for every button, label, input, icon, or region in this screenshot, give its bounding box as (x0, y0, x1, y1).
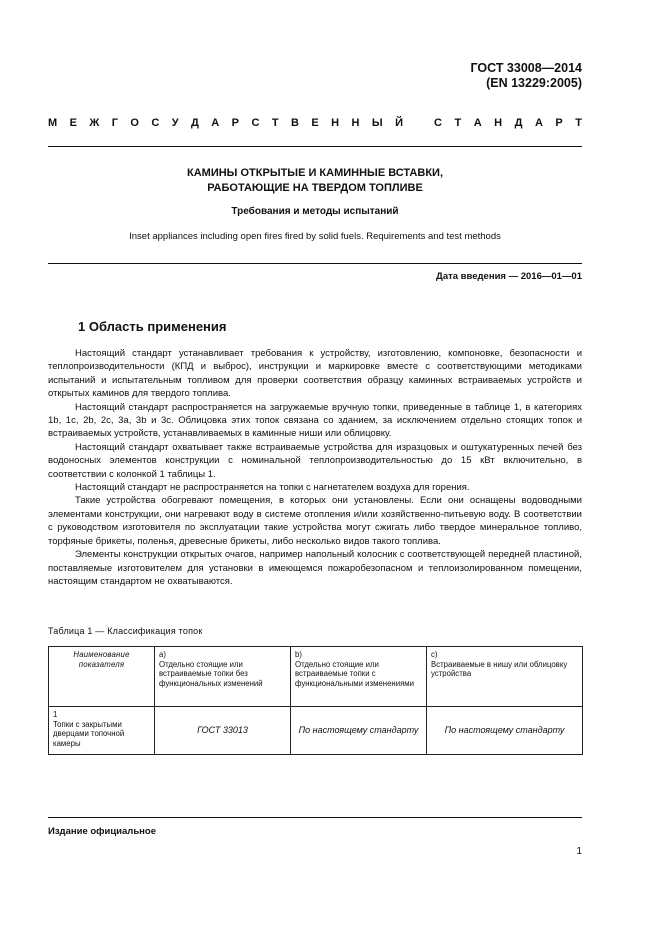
banner-letter: Й (395, 117, 403, 129)
banner-letter: Т (454, 117, 462, 129)
banner-letter: С (434, 117, 442, 129)
english-title: Inset appliances including open fires fired by solid fuels. Requirements and test methods (129, 231, 501, 242)
header-col-b (291, 647, 427, 707)
banner-letter: А (534, 117, 543, 129)
bottom-divider (48, 817, 582, 818)
banner-letter: А (211, 117, 220, 129)
header-col-b-key: b) (295, 650, 302, 659)
row-col-b: По настоящему стандарту (291, 707, 427, 755)
banner-letter: Е (69, 117, 77, 129)
banner-letter: М (48, 117, 58, 129)
banner-letter: С (251, 117, 260, 129)
paragraph-4: Настоящий стандарт не распространяется на топки с нагнетателем воздуха для горения. (75, 482, 470, 494)
table-header-row (49, 647, 583, 707)
banner-word-standard (434, 117, 582, 129)
header-col-c-key: c) (431, 650, 438, 659)
row-col-a: ГОСТ 33013 (155, 707, 291, 755)
header-col-c (427, 647, 583, 707)
header-indicator: Наименование показателя (49, 647, 155, 707)
standard-code-gost: ГОСТ 33008—2014 (470, 61, 582, 75)
standard-code-en: (EN 13229:2005) (486, 76, 582, 90)
banner-letter: Г (111, 117, 118, 129)
row-number: 1 (53, 710, 58, 719)
standard-banner (48, 117, 582, 129)
paragraph-1: Настоящий стандарт устанавливает требования к устройству, изготовлению, компоновке, безопасности и теплопроизводительности (КПД и выброс), инструкции и маркировке вместе с соответствующими методиками испытаний и испытательным топливом для проверки соответствия образцу каминных встраиваемых устройств и открытых каминов для твердого топлива. (48, 348, 582, 400)
table-row (49, 707, 583, 755)
banner-letter: В (290, 117, 299, 129)
header-col-a (155, 647, 291, 707)
banner-letter: Ы (371, 117, 383, 129)
banner-letter: Н (331, 117, 340, 129)
row-name: Топки с закрытыми дверцами топочной камеры (53, 719, 125, 748)
banner-letter: Р (231, 117, 240, 129)
paragraph-6: Элементы конструкции открытых очагов, например напольный колосник с соответствующей передней пластиной, поставляемые изготовителем для установки в имеющемся пожаробезопасном и теплоизолированном помещении, настоящим стандартом не охватываются. (48, 549, 582, 587)
document-subtitle: Требования и методы испытаний (231, 206, 399, 217)
banner-letter: Т (271, 117, 279, 129)
table-caption: Таблица 1 — Классификация топок (48, 626, 203, 636)
banner-letter: Д (191, 117, 199, 129)
header-col-a-key: a) (159, 650, 166, 659)
banner-letter: Т (575, 117, 582, 129)
header-col-b-text: Отдельно стоящие или встраиваемые топки с функциональными изменениями (295, 659, 415, 688)
row-indicator (49, 707, 155, 755)
banner-letter: Н (351, 117, 360, 129)
section-heading: 1 Область применения (78, 319, 227, 334)
banner-letter: Е (311, 117, 319, 129)
paragraph-2: Настоящий стандарт распространяется на загружаемые вручную топки, приведенные в таблице 1, в категориях 1b, 1c, 2b, 2c, 3a, 3b и 3c. Облицовка этих топок связана со зданием, за исключением отдельно стоящих топок и встраиваемых устройств, устанавливаемых в каминные ниши или облицовку. (48, 401, 582, 440)
classification-table (48, 646, 583, 755)
section-body (48, 347, 582, 588)
paragraph-5: Такие устройства обогревают помещения, в которых они установлены. Если они оснащены водоводными элементами конструкции, они нагревают воду в системе отопления и/или хозяйственно-питьевую воду. В соответствии с руководством изготовителя по эксплуатации такие устройства могут сжигать либо твердое минеральное топливо, торфяные брикеты, поленья, древесные брикеты, либо несколько видов такого топлива. (48, 495, 582, 547)
middle-divider (48, 263, 582, 264)
title-line-1: КАМИНЫ ОТКРЫТЫЕ И КАМИННЫЕ ВСТАВКИ, (187, 167, 443, 179)
document-title (48, 166, 582, 196)
standard-code (470, 61, 582, 91)
top-divider (48, 146, 582, 147)
banner-word-interstate (48, 117, 403, 129)
banner-letter: Д (514, 117, 523, 129)
paragraph-3: Настоящий стандарт охватывает также встраиваемые устройства для изразцовых и оштукатуренных печей без водоносных элементов конструкции с номинальной теплопроизводительностью до 15 кВт включительно, в соответствии с колонкой 1 таблицы 1. (48, 441, 582, 480)
official-edition-note: Издание официальное (48, 826, 156, 837)
banner-letter: Р (555, 117, 563, 129)
header-col-a-text: Отдельно стоящие или встраиваемые топки без функциональных изменений (159, 659, 263, 688)
row-col-c: По настоящему стандарту (427, 707, 583, 755)
page-number: 1 (576, 846, 582, 857)
introduction-date: Дата введения — 2016—01—01 (436, 271, 582, 282)
header-col-c-text: Встраиваемые в нишу или облицовку устройства (431, 659, 568, 679)
banner-letter: Ж (89, 117, 100, 129)
banner-letter: С (151, 117, 160, 129)
banner-letter: О (130, 117, 139, 129)
banner-letter: У (171, 117, 179, 129)
title-line-2: РАБОТАЮЩИЕ НА ТВЕРДОМ ТОПЛИВЕ (207, 182, 423, 194)
banner-letter: А (473, 117, 482, 129)
banner-letter: Н (494, 117, 503, 129)
